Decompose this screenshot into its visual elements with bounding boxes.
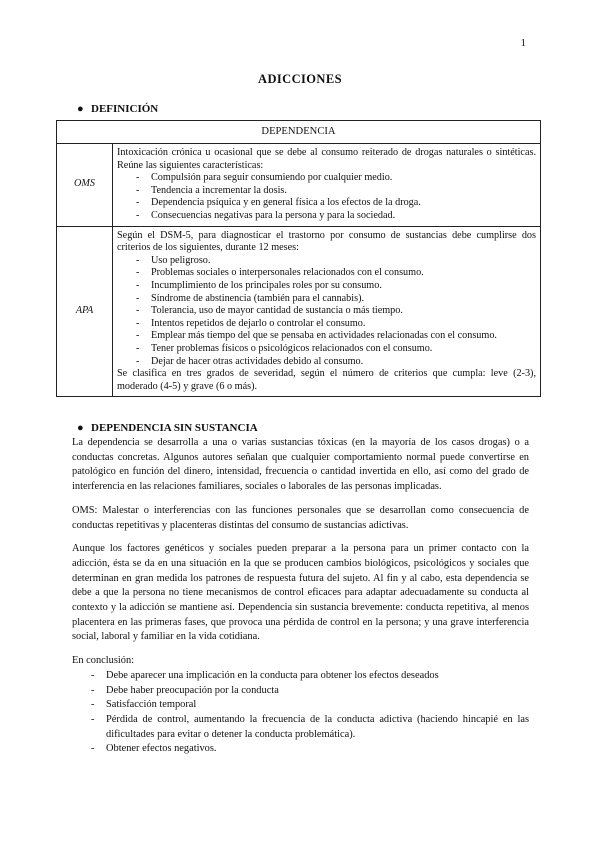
list-item: - Tendencia a incrementar la dosis. [117, 185, 536, 198]
conclusion-label: En conclusión: [72, 655, 135, 667]
paragraph: Aunque los factores genéticos y sociales pueden preparar a la persona para un primer contacto con la adicción, ésta se da en una situación en la que se producen cambios biológicos, psicológicos y sociales que determinan en gran medida los patrones de respuesta futura del sujeto. Al fin y al cabo, esta dependencia se debe a que la persona no tiene mecanismos de control eficaces para adaptar adecuadamente su conducta al contexto y la adicción se mantiene así. Dependencia sin sustancia brevemente: conducta repetitiva, al menos placentera en las primeras fases, que provoca una pérdida de control en la persona; y una grave interferencia social, laboral y familiar en la vida cotidiana. [72, 543, 529, 643]
list-item: - Tolerancia, uso de mayor cantidad de sustancia o más tiempo. [117, 305, 536, 318]
list-item: - Dependencia psíquica y en general física a los efectos de la droga. [117, 197, 536, 210]
apa-criteria-list [117, 255, 536, 368]
list-item: - Intentos repetidos de dejarlo o controlar el consumo. [117, 318, 536, 331]
list-item: - Satisfacción temporal [72, 698, 529, 713]
list-item: - Debe aparecer una implicación en la conducta para obtener los efectos deseados [72, 669, 529, 684]
oms-characteristics-list [117, 172, 536, 222]
row-description-apa [113, 226, 541, 397]
list-item: - Consecuencias negativas para la persona y para la sociedad. [117, 210, 536, 223]
table-header: DEPENDENCIA [57, 121, 541, 144]
apa-intro: Según el DSM-5, para diagnosticar el trastorno por consumo de sustancias debe cumplirse dos criterios de los siguientes, durante 12 meses: [117, 229, 536, 254]
list-item: - Dejar de hacer otras actividades debido al consumo. [117, 356, 536, 369]
section-body [72, 436, 529, 757]
document-title: ADICCIONES [258, 72, 342, 86]
row-label-apa: APA [57, 226, 113, 397]
list-item: - Síndrome de abstinencia (también para el cannabis). [117, 293, 536, 306]
dependencia-table [56, 120, 541, 397]
list-item: - Tener problemas físicos o psicológicos relacionados con el consumo. [117, 343, 536, 356]
section-heading-definicion [77, 103, 159, 115]
bullet-icon: ● [77, 103, 84, 115]
list-item: - Emplear más tiempo del que se pensaba en actividades relacionadas con el consumo. [117, 330, 536, 343]
list-item: - Incumplimiento de los principales roles por su consumo. [117, 280, 536, 293]
conclusion-list [72, 669, 529, 757]
paragraph: La dependencia se desarrolla a una o varias sustancias tóxicas (en la mayoría de los casos drogas) o a conductas concretas. Algunos autores señalan que cualquier comportamiento normal puede convertirse en patológico en función del dinero, intensidad, frecuencia o cantidad invertida en ello, así como del grado de interferencia en las relaciones familiares, sociales o laborales de las personas implicadas. [72, 437, 529, 493]
list-item: - Obtener efectos negativos. [72, 742, 529, 757]
section-heading-text: DEPENDENCIA SIN SUSTANCIA [91, 422, 258, 434]
list-item: - Debe haber preocupación por la conducta [72, 684, 529, 699]
list-item: - Problemas sociales o interpersonales relacionados con el consumo. [117, 267, 536, 280]
table-row-oms [57, 144, 541, 227]
page-number: 1 [520, 37, 526, 49]
list-item: - Pérdida de control, aumentando la frecuencia de la conducta adictiva (haciendo hincapié en las dificultades para evitar o detener la conducta problemática). [72, 713, 529, 742]
row-description-oms [113, 144, 541, 227]
oms-intro: Intoxicación crónica u ocasional que se debe al consumo reiterado de drogas naturales o sintéticas. Reúne las siguientes características: [117, 147, 536, 171]
section-heading-text: DEFINICIÓN [91, 103, 159, 115]
section-heading-dependencia-sin-sustancia [77, 422, 258, 434]
row-label-oms: OMS [57, 144, 113, 227]
bullet-icon: ● [77, 422, 84, 434]
list-item: - Compulsión para seguir consumiendo por cualquier medio. [117, 172, 536, 185]
list-item: - Uso peligroso. [117, 255, 536, 268]
apa-severity-note: Se clasifica en tres grados de severidad, según el número de criterios que cumpla: leve (2-3), moderado (4-5) y grave (6 o más). [117, 368, 536, 392]
table-row-apa [57, 226, 541, 397]
paragraph: OMS: Malestar o interferencias con las funciones personales que se desarrollan como consecuencia de conductas repetitivas y placenteras distintas del consumo de sustancias adictivas. [72, 504, 529, 531]
